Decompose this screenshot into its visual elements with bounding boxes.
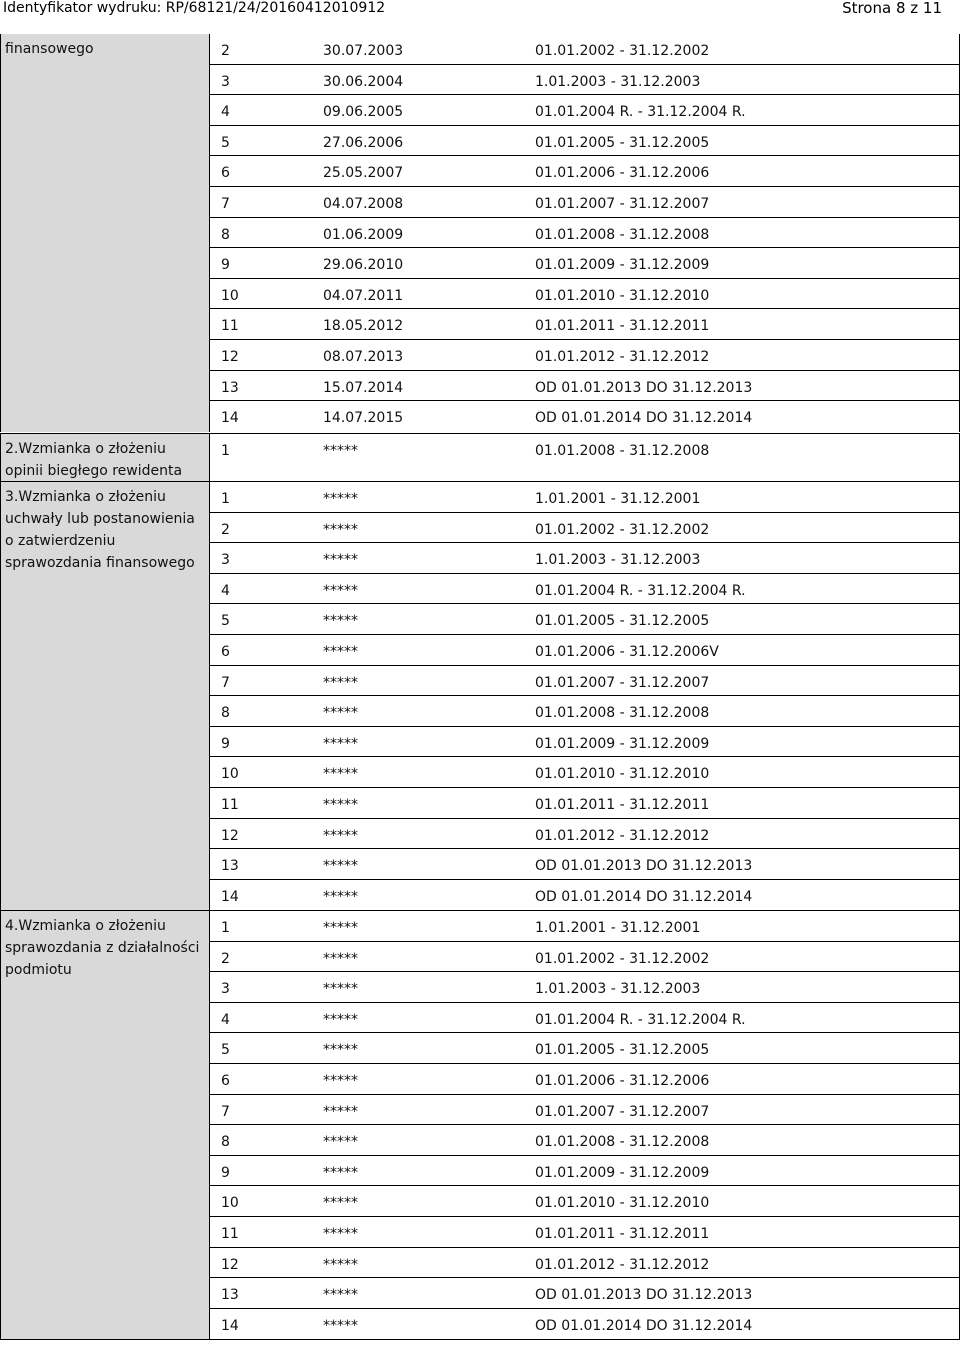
- table-row: [210, 370, 959, 401]
- row-number: 2: [221, 521, 230, 538]
- row-value: *****: [323, 766, 358, 783]
- row-number: 6: [221, 643, 230, 660]
- table-row: [210, 695, 959, 726]
- row-number: 6: [221, 165, 230, 182]
- row-number: 9: [221, 257, 230, 274]
- table-row: [210, 665, 959, 696]
- table-row: [210, 34, 959, 64]
- row-period: 01.01.2004 R. - 31.12.2004 R.: [535, 1011, 746, 1028]
- row-number: 7: [221, 195, 230, 212]
- page-number: Strona 8 z 11: [842, 0, 942, 17]
- row-number: 6: [221, 1072, 230, 1089]
- row-value: *****: [323, 888, 358, 905]
- table-row: [210, 726, 959, 757]
- row-number: 3: [221, 981, 230, 998]
- row-period: 01.01.2007 - 31.12.2007: [535, 195, 710, 212]
- row-number: 10: [221, 766, 239, 783]
- row-number: 4: [221, 1011, 230, 1028]
- row-period: 1.01.2001 - 31.12.2001: [535, 920, 701, 936]
- row-value: *****: [323, 950, 358, 967]
- table-row: [210, 542, 959, 573]
- row-value: 25.05.2007: [323, 165, 404, 182]
- row-period: 01.01.2010 - 31.12.2010: [535, 766, 710, 783]
- table-row: [210, 512, 959, 543]
- row-value: *****: [323, 1287, 358, 1304]
- row-value: 04.07.2011: [323, 287, 404, 304]
- section-label: 4.Wzmianka o złożeniu sprawozdania z działalności podmiotu: [1, 911, 210, 1339]
- table-row: [210, 64, 959, 95]
- row-period: 01.01.2005 - 31.12.2005: [535, 1042, 710, 1059]
- table-row: [210, 1124, 959, 1155]
- row-period: 1.01.2003 - 31.12.2003: [535, 552, 701, 569]
- row-period: 01.01.2012 - 31.12.2012: [535, 1256, 710, 1273]
- row-period: 01.01.2010 - 31.12.2010: [535, 287, 710, 304]
- row-period: 01.01.2002 - 31.12.2002: [535, 43, 710, 59]
- row-period: 01.01.2011 - 31.12.2011: [535, 796, 710, 813]
- row-period: 01.01.2005 - 31.12.2005: [535, 134, 710, 151]
- register-table: [0, 34, 958, 1347]
- row-value: 18.05.2012: [323, 318, 404, 335]
- row-number: 5: [221, 134, 230, 151]
- section-label: 3.Wzmianka o złożeniu uchwały lub postanowienia o zatwierdzeniu sprawozdania finansowego: [1, 482, 210, 910]
- print-identifier: Identyfikator wydruku: RP/68121/24/20160412010912: [3, 0, 386, 16]
- row-value: *****: [323, 920, 358, 936]
- row-value: *****: [323, 552, 358, 569]
- table-row: [210, 482, 959, 512]
- row-period: 01.01.2006 - 31.12.2006: [535, 1072, 710, 1089]
- row-number: 2: [221, 950, 230, 967]
- section-2: [0, 433, 960, 481]
- row-value: *****: [323, 705, 358, 722]
- table-row: [210, 603, 959, 634]
- row-value: *****: [323, 443, 358, 459]
- row-number: 8: [221, 226, 230, 243]
- row-number: 1: [221, 443, 230, 459]
- row-period: 01.01.2011 - 31.12.2011: [535, 1225, 710, 1242]
- row-number: 12: [221, 1256, 239, 1273]
- row-period: 01.01.2009 - 31.12.2009: [535, 257, 710, 274]
- row-number: 1: [221, 920, 230, 936]
- row-value: *****: [323, 735, 358, 752]
- row-number: 4: [221, 104, 230, 121]
- row-number: 10: [221, 1195, 239, 1212]
- section-label: 2.Wzmianka o złożeniu opinii biegłego rewidenta: [1, 434, 210, 481]
- row-value: *****: [323, 491, 358, 507]
- section-1: [0, 34, 960, 432]
- table-row: [210, 217, 959, 248]
- row-value: *****: [323, 1164, 358, 1181]
- row-period: 01.01.2008 - 31.12.2008: [535, 226, 710, 243]
- row-period: 01.01.2007 - 31.12.2007: [535, 1103, 710, 1120]
- row-number: 13: [221, 1287, 239, 1304]
- row-number: 7: [221, 1103, 230, 1120]
- table-row: [210, 125, 959, 156]
- row-value: *****: [323, 613, 358, 630]
- table-row: [210, 94, 959, 125]
- row-period: 01.01.2010 - 31.12.2010: [535, 1195, 710, 1212]
- row-number: 8: [221, 1134, 230, 1151]
- row-period: 01.01.2004 R. - 31.12.2004 R.: [535, 104, 746, 121]
- table-row: [210, 911, 959, 941]
- print-header: [0, 0, 960, 16]
- table-row: [210, 1094, 959, 1125]
- row-period: 01.01.2012 - 31.12.2012: [535, 827, 710, 844]
- row-period: 01.01.2008 - 31.12.2008: [535, 443, 710, 459]
- row-value: *****: [323, 1256, 358, 1273]
- row-number: 1: [221, 491, 230, 507]
- row-period: 1.01.2003 - 31.12.2003: [535, 73, 701, 90]
- row-number: 3: [221, 73, 230, 90]
- row-number: 11: [221, 1225, 239, 1242]
- table-row: [210, 787, 959, 818]
- row-period: 01.01.2005 - 31.12.2005: [535, 613, 710, 630]
- row-period: OD 01.01.2014 DO 31.12.2014: [535, 410, 753, 427]
- row-period: OD 01.01.2013 DO 31.12.2013: [535, 858, 753, 875]
- table-row: [210, 434, 959, 464]
- row-number: 2: [221, 43, 230, 59]
- row-value: *****: [323, 521, 358, 538]
- row-number: 5: [221, 613, 230, 630]
- table-row: [210, 1155, 959, 1186]
- table-row: [210, 400, 959, 431]
- row-value: *****: [323, 981, 358, 998]
- section-label: finansowego: [1, 34, 210, 432]
- table-row: [210, 941, 959, 972]
- row-number: 12: [221, 827, 239, 844]
- row-value: *****: [323, 674, 358, 691]
- row-period: OD 01.01.2013 DO 31.12.2013: [535, 379, 753, 396]
- section-4: [0, 910, 960, 1340]
- row-value: 15.07.2014: [323, 379, 404, 396]
- row-number: 14: [221, 410, 239, 427]
- row-number: 3: [221, 552, 230, 569]
- row-value: 29.06.2010: [323, 257, 404, 274]
- row-number: 14: [221, 1317, 239, 1334]
- row-number: 4: [221, 582, 230, 599]
- row-value: 04.07.2008: [323, 195, 404, 212]
- row-number: 9: [221, 735, 230, 752]
- row-value: *****: [323, 1225, 358, 1242]
- table-row: [210, 308, 959, 339]
- table-row: [210, 879, 959, 910]
- table-row: [210, 1277, 959, 1308]
- row-value: *****: [323, 858, 358, 875]
- row-value: *****: [323, 1317, 358, 1334]
- table-row: [210, 634, 959, 665]
- row-value: *****: [323, 1134, 358, 1151]
- table-row: [210, 278, 959, 309]
- row-value: *****: [323, 1195, 358, 1212]
- row-value: *****: [323, 796, 358, 813]
- table-row: [210, 756, 959, 787]
- table-row: [210, 247, 959, 278]
- row-period: 01.01.2006 - 31.12.2006: [535, 165, 710, 182]
- table-row: [210, 971, 959, 1002]
- row-period: 01.01.2004 R. - 31.12.2004 R.: [535, 582, 746, 599]
- row-value: 14.07.2015: [323, 410, 404, 427]
- row-period: 01.01.2009 - 31.12.2009: [535, 1164, 710, 1181]
- row-value: *****: [323, 827, 358, 844]
- row-number: 8: [221, 705, 230, 722]
- row-value: 08.07.2013: [323, 348, 404, 365]
- table-row: [210, 1032, 959, 1063]
- row-value: 27.06.2006: [323, 134, 404, 151]
- table-row: [210, 155, 959, 186]
- row-period: OD 01.01.2014 DO 31.12.2014: [535, 1317, 753, 1334]
- row-number: 13: [221, 379, 239, 396]
- table-row: [210, 339, 959, 370]
- row-number: 5: [221, 1042, 230, 1059]
- row-value: *****: [323, 1103, 358, 1120]
- row-number: 7: [221, 674, 230, 691]
- row-number: 12: [221, 348, 239, 365]
- row-period: 01.01.2007 - 31.12.2007: [535, 674, 710, 691]
- row-value: 30.07.2003: [323, 43, 404, 59]
- row-value: 01.06.2009: [323, 226, 404, 243]
- row-number: 11: [221, 318, 239, 335]
- section-3: [0, 481, 960, 910]
- row-period: 01.01.2002 - 31.12.2002: [535, 521, 710, 538]
- table-row: [210, 1063, 959, 1094]
- row-value: 30.06.2004: [323, 73, 404, 90]
- row-value: *****: [323, 582, 358, 599]
- row-number: 9: [221, 1164, 230, 1181]
- row-value: *****: [323, 1072, 358, 1089]
- table-row: [210, 1247, 959, 1278]
- row-period: 01.01.2002 - 31.12.2002: [535, 950, 710, 967]
- row-period: OD 01.01.2013 DO 31.12.2013: [535, 1287, 753, 1304]
- table-row: [210, 1308, 959, 1339]
- row-period: 01.01.2008 - 31.12.2008: [535, 705, 710, 722]
- row-period: 01.01.2009 - 31.12.2009: [535, 735, 710, 752]
- row-period: 01.01.2011 - 31.12.2011: [535, 318, 710, 335]
- table-row: [210, 818, 959, 849]
- row-number: 14: [221, 888, 239, 905]
- table-row: [210, 848, 959, 879]
- row-value: 09.06.2005: [323, 104, 404, 121]
- row-value: *****: [323, 1011, 358, 1028]
- row-number: 11: [221, 796, 239, 813]
- row-period: 01.01.2008 - 31.12.2008: [535, 1134, 710, 1151]
- table-row: [210, 1002, 959, 1033]
- row-value: *****: [323, 643, 358, 660]
- row-number: 13: [221, 858, 239, 875]
- table-row: [210, 1185, 959, 1216]
- row-period: 1.01.2001 - 31.12.2001: [535, 491, 701, 507]
- row-period: OD 01.01.2014 DO 31.12.2014: [535, 888, 753, 905]
- row-period: 1.01.2003 - 31.12.2003: [535, 981, 701, 998]
- row-number: 10: [221, 287, 239, 304]
- row-value: *****: [323, 1042, 358, 1059]
- table-row: [210, 1216, 959, 1247]
- table-row: [210, 573, 959, 604]
- row-period: 01.01.2006 - 31.12.2006V: [535, 643, 719, 660]
- table-row: [210, 186, 959, 217]
- row-period: 01.01.2012 - 31.12.2012: [535, 348, 710, 365]
